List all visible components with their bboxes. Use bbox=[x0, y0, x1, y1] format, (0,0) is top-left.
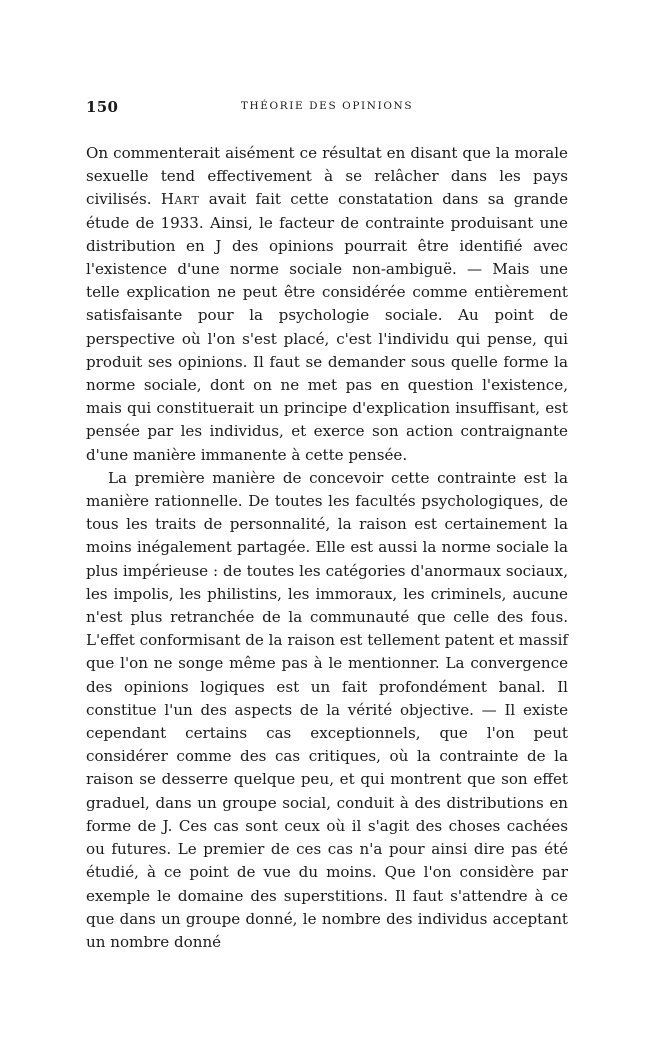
page-number: 150 bbox=[86, 98, 119, 116]
paragraph-1-text-start: On commenterait aisément ce résultat en disant que la morale sexuelle tend effectivement à se relâcher dans les pays civilisés. bbox=[86, 144, 568, 209]
paragraph-1 bbox=[86, 142, 568, 467]
paragraph-2: La première manière de concevoir cette contrainte est la manière rationnelle. De toutes les facultés psychologiques, de tous les traits de personnalité, la raison est certainement la moins inégalement partagée. Elle est aussi la norme sociale la plus impérieuse : de toutes les catégories d'anormaux sociaux, les impolis, les philistins, les immoraux, les criminels, aucune n'est plus retranchée de la communauté que celle des fous. L'effet conformisant de la raison est tellement patent et massif que l'on ne songe même pas à le mentionner. La convergence des opinions logiques est un fait profondément banal. Il constitue l'un des aspects de la vérité objective. — Il existe cependant certains cas exceptionnels, que l'on peut considérer comme des cas critiques, où la contrainte de la raison se desserre quelque peu, et qui montrent que son effet graduel, dans un groupe social, conduit à des distributions en forme de J. Ces cas sont ceux où il s'agit des choses cachées ou futures. Le premier de ces cas n'a pour ainsi dire pas été étudié, à ce point de vue du moins. Que l'on considère par exemple le domaine des superstitions. Il faut s'attendre à ce que dans un groupe donné, le nombre des individus acceptant un nombre donné bbox=[86, 468, 568, 951]
running-title: THÉORIE DES OPINIONS bbox=[240, 100, 414, 112]
book-page bbox=[86, 98, 568, 954]
paragraph-1-text-end: avait fait cette constatation dans sa grande étude de 1933. Ainsi, le facteur de contrainte produisant une distribution en J des opinions pourrait être identifié avec l'existence d'une norme sociale non-ambiguë. — Mais une telle explication ne peut être considérée comme entièrement satisfaisante pour la psychologie sociale. Au point de perspective où l'on s'est placé, c'est l'individu qui pense, qui produit ses opinions. Il faut se demander sous quelle forme la norme sociale, dont on ne met pas en question l'existence, mais qui constituerait un principe d'explication insuffisant, est pensée par les individus, et exerce son action contraignante d'une manière immanente à cette pensée. bbox=[86, 190, 568, 464]
author-name-hart: Hart bbox=[160, 190, 200, 209]
page-header bbox=[86, 98, 568, 122]
